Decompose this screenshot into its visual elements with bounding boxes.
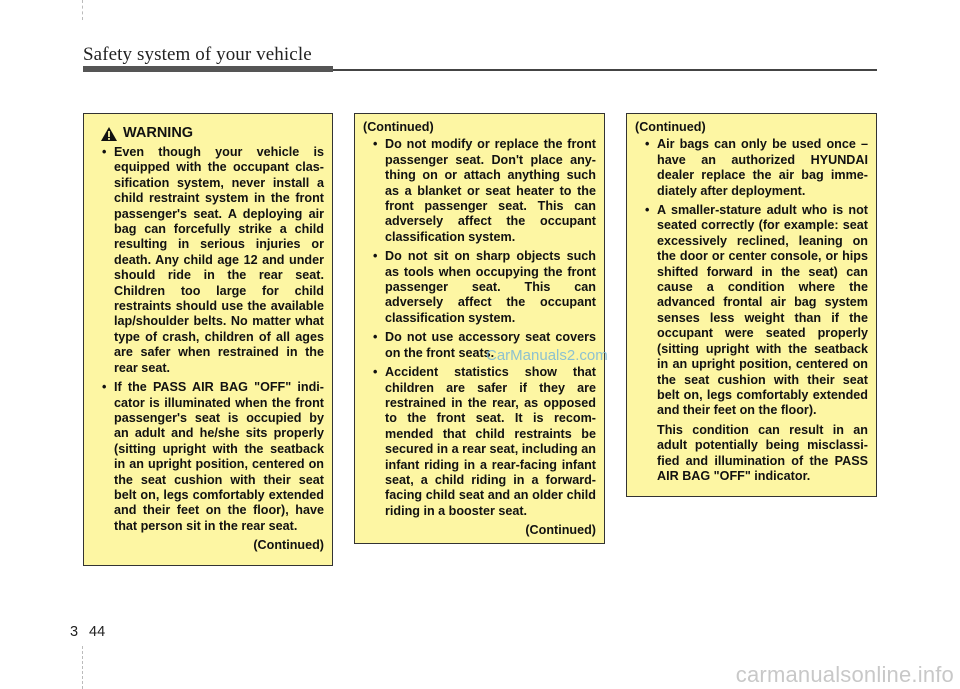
header-rule-thick bbox=[83, 66, 333, 72]
section-number: 3 bbox=[70, 624, 79, 640]
bullet-text: Air bags can only be used once – have an authorized HYUNDAI dealer replace the air bag immediately after deployment. bbox=[657, 137, 868, 198]
bullet-icon: • bbox=[645, 137, 650, 152]
bullet-text: Even though your vehicle is equipped with the occupant classification system, never install a child restraint system in the front passenger's seat. A deploying air bag can forcefully strike a child resulting in serious injuries or death. Any child age 12 and under should ride in the rear seat. Children too large for child restraints should use the available lap/shoulder belts. No matter what type of crash, children of all ages are safer when restrained in the rear seat. bbox=[114, 145, 324, 375]
bullet-icon: • bbox=[373, 137, 378, 152]
page-header-title: Safety system of your vehicle bbox=[83, 44, 312, 65]
bullet-icon: • bbox=[102, 380, 107, 395]
margin-guide-bottom bbox=[82, 646, 84, 689]
list-item bbox=[363, 137, 596, 245]
paragraph: This condition can result in an adult potentially being misclassified and illumination of the PASS AIR BAG "OFF" indicator. bbox=[657, 422, 868, 483]
bullet-icon: • bbox=[373, 330, 378, 345]
warning-label: WARNING bbox=[123, 125, 194, 142]
list-item bbox=[92, 380, 324, 534]
bullet-text: If the PASS AIR BAG "OFF" indicator is illuminated when the front passenger's seat is occupied by an adult and he/she sits properly (sitting upright with the seatback in an upright position, centered on the seat cushion with their seat belt on, legs comfortably extended and their feet on the floor), have that person sit in the rear seat. bbox=[114, 380, 324, 533]
list-item bbox=[363, 249, 596, 326]
continued-label: (Continued) bbox=[525, 523, 596, 538]
warning-heading bbox=[100, 126, 324, 142]
list-item bbox=[635, 137, 868, 199]
watermark-text[interactable]: CarManuals2.com bbox=[486, 347, 608, 364]
margin-guide-top bbox=[82, 0, 84, 20]
page-index: 44 bbox=[89, 624, 106, 640]
bullet-icon: • bbox=[373, 249, 378, 264]
header-rule-thin bbox=[333, 69, 877, 71]
continued-heading: (Continued) bbox=[363, 120, 434, 134]
bullet-text: Do not use accessory seat covers on the front seats. bbox=[385, 330, 596, 360]
bullet-icon: • bbox=[645, 203, 650, 218]
continued-box-right bbox=[626, 113, 877, 497]
list-item bbox=[363, 365, 596, 519]
bullet-text: Do not sit on sharp objects such as tools when occupying the front passenger seat. This can adversely affect the occupant classification system. bbox=[385, 249, 596, 325]
bullet-text: Accident statistics show that children are safer if they are restrained in the rear, as opposed to the front seat. It is recommended that child restraints be secured in a rear seat, including an infant riding in a rear-facing infant seat, a child riding in a forward-facing child seat and an older child riding in a booster seat. bbox=[385, 365, 596, 518]
bullet-icon: • bbox=[373, 365, 378, 380]
bullet-text: A smaller-stature adult who is not seated correctly (for example: seat excessively reclined, leaning on the door or center console, or hips shifted forward in the seat) can cause a condition where the advanced frontal air bag system senses less weight than if the occupant were seated properly (sitting upright with the seatback in an upright position, centered on the seat cushion with their seat belt on, legs comfortably extended and their feet on the floor). bbox=[657, 203, 868, 418]
list-item bbox=[92, 145, 324, 376]
continued-box-middle bbox=[354, 113, 605, 544]
footer-watermark[interactable]: carmanualsonline.info bbox=[735, 662, 954, 687]
list-item bbox=[635, 203, 868, 419]
bullet-text: Do not modify or replace the front passenger seat. Don't place anything on or attach anything such as a blanket or seat heater to the front passenger seat. This can adversely affect the occupant classification system. bbox=[385, 137, 596, 244]
warning-box bbox=[83, 113, 333, 566]
warning-triangle-icon bbox=[100, 126, 118, 142]
continued-heading: (Continued) bbox=[635, 120, 706, 134]
continued-label: (Continued) bbox=[253, 538, 324, 553]
bullet-icon: • bbox=[102, 145, 107, 159]
